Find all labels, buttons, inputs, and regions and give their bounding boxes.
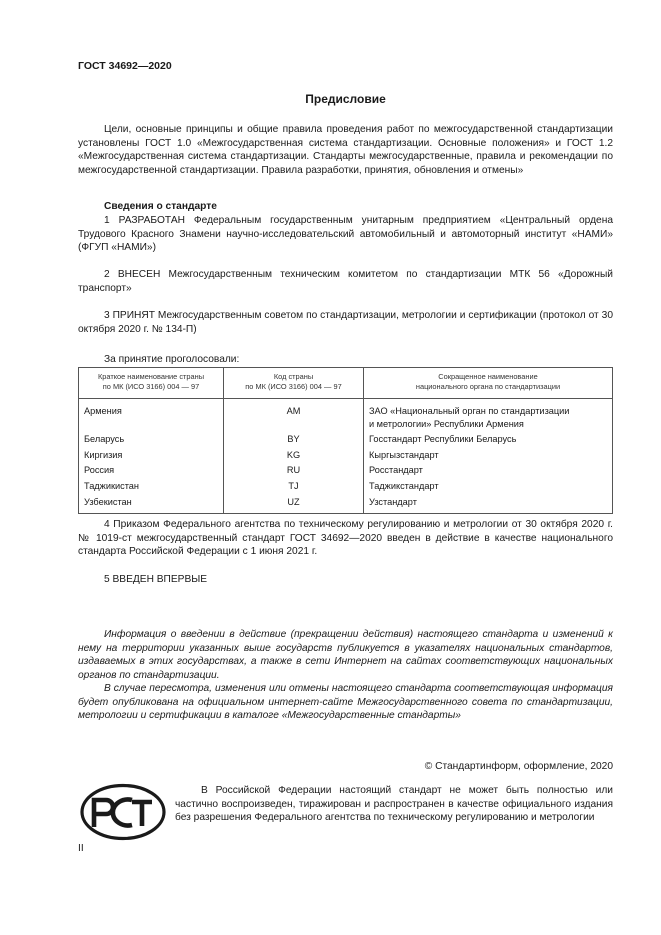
page-title: Предисловие [305,92,386,106]
header-line: по МК (ИСО 3166) 004 — 97 [245,382,342,391]
cell-code: BY [224,432,364,448]
table-row [79,399,613,433]
item-1-developed: 1 РАЗРАБОТАН Федеральным государственным унитарным предприятием «Центральный ордена Трудового Красного Знамени научно-исследовательский автомобильный и автомоторный институт «НАМИ» (ФГУП «НАМИ») [78,215,613,254]
item-4-order: 4 Приказом Федерального агентства по техническому регулированию и метрологии от 30 октября 2020 г. № 1019-ст межгосударственный стандарт ГОСТ 34692—2020 введен в действие в качестве национального стандарта Российской Федерации с 1 июня 2021 г. [78,519,613,558]
org-line: и метрологии» Республики Армения [369,418,524,429]
cell-code: RU [224,463,364,479]
header-org [364,368,613,399]
header-line: Краткое наименование страны [97,372,205,381]
cell-org: Узстандарт [364,495,613,514]
header-line: национального органа по стандартизации [415,382,561,391]
page-number: II [78,843,84,854]
info-paragraph-2: В случае пересмотра, изменения или отмены настоящего стандарта соответствующая информация будет опубликована на официальном интернет-сайте Межгосударственного совета по стандартизации, метрологии и сертификации в каталоге «Межгосударственные стандарты» [78,683,613,722]
cell-code: TJ [224,479,364,495]
cell-country: Таджикистан [79,479,224,495]
table-row [79,432,613,448]
cell-country: Узбекистан [79,495,224,514]
header-country [79,368,224,399]
item-2-submitted: 2 ВНЕСЕН Межгосударственным техническим комитетом по стандартизации МТК 56 «Дорожный транспорт» [78,269,613,294]
cell-country: Армения [79,399,224,433]
cell-country: Киргизия [79,448,224,464]
rf-reproduction-notice: В Российской Федерации настоящий стандарт не может быть полностью или частично воспроизведен, тиражирован и распространен в качестве официального издания без разрешения Федерального агентства по техническому регулированию и метрологии [175,785,613,824]
header-line: Код страны [273,372,314,381]
rst-logo-icon [80,783,166,841]
cell-org: Кыргызстандарт [364,448,613,464]
cell-country: Россия [79,463,224,479]
voting-table [78,367,613,514]
item-5-introduced: 5 ВВЕДЕН ВПЕРВЫЕ [104,574,208,585]
table-row [79,448,613,464]
item-3-adopted: 3 ПРИНЯТ Межгосударственным советом по стандартизации, метрологии и сертификации (протокол от 30 октября 2020 г. № 134-П) [78,310,613,335]
header-line: Сокращенное наименование [438,372,538,381]
cell-org: Таджикстандарт [364,479,613,495]
header-code [224,368,364,399]
cell-org: Госстандарт Республики Беларусь [364,432,613,448]
cell-code: UZ [224,495,364,514]
cell-code: KG [224,448,364,464]
intro-paragraph: Цели, основные принципы и общие правила проведения работ по межгосударственной стандартизации установлены ГОСТ 1.0 «Межгосударственная система стандартизации. Основные положения» и ГОСТ 1.2 «Межгосударственная система стандартизации. Стандарты межгосударственные, правила и рекомендации по межгосударственной стандартизации. Правила разработки, принятия, обновления и отмены» [78,124,613,176]
section-heading: Сведения о стандарте [104,201,217,212]
copyright-notice: © Стандартинформ, оформление, 2020 [424,761,613,772]
table-header-row [79,368,613,399]
cell-org [364,399,613,433]
cell-org: Росстандарт [364,463,613,479]
table-row [79,479,613,495]
votes-label: За принятие проголосовали: [104,354,240,365]
table-row [79,495,613,514]
cell-code: AM [224,399,364,433]
cell-country: Беларусь [79,432,224,448]
document-id: ГОСТ 34692—2020 [78,60,172,72]
org-line: ЗАО «Национальный орган по стандартизации [369,406,570,416]
header-line: по МК (ИСО 3166) 004 — 97 [102,382,200,391]
info-paragraph-1: Информация о введении в действие (прекращении действия) настоящего стандарта и изменений к нему на территории указанных выше государств публикуется в указателях национальных стандартов, издаваемых в этих государствах, а также в сети Интернет на сайтах соответствующих национальных органов по стандартизации. [78,629,613,681]
table-row [79,463,613,479]
